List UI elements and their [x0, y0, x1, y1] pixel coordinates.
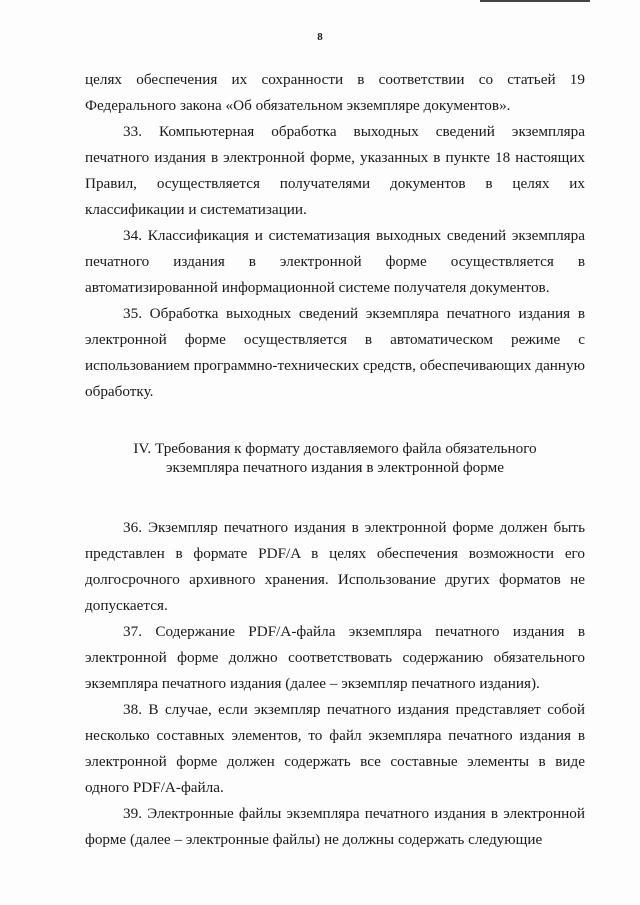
- paragraph-continuation: целях обеспечения их сохранности в соответствии со статьей 19 Федерального закона «Об обязательном экземпляре документов».: [85, 71, 585, 114]
- scan-edge-mark: [480, 0, 590, 2]
- paragraph-35: 35. Обработка выходных сведений экземпляра печатного издания в электронной форме осуществляется в автоматическом режиме с использованием программно-технических средств, обеспечивающих данную обработку.: [85, 305, 585, 400]
- paragraph-38: 38. В случае, если экземпляр печатного издания представляет собой несколько составных элементов, то файл экземпляра печатного издания в электронной форме должен содержать все составные элементы в виде одного PDF/A-файла.: [85, 701, 585, 796]
- paragraph-37: 37. Содержание PDF/A-файла экземпляра печатного издания в электронной форме должно соответствовать содержанию обязательного экземпляра печатного издания (далее – экземпляр печатного издания).: [85, 623, 585, 692]
- paragraph-33: 33. Компьютерная обработка выходных сведений экземпляра печатного издания в электронной форме, указанных в пункте 18 настоящих Правил, осуществляется получателями документов в целях их классификации и систематизации.: [85, 123, 585, 218]
- paragraph-34: 34. Классификация и систематизация выходных сведений экземпляра печатного издания в электронной форме осуществляется в автоматизированной информационной системе получателя документов.: [85, 227, 585, 296]
- section-heading: [85, 439, 585, 477]
- page-number: 8: [317, 31, 323, 43]
- section-heading-line-1: IV. Требования к формату доставляемого файла обязательного: [133, 440, 537, 457]
- section-heading-line-2: экземпляра печатного издания в электронной форме: [166, 459, 504, 476]
- paragraph-36: 36. Экземпляр печатного издания в электронной форме должен быть представлен в формате PDF/A в целях обеспечения возможности его долгосрочного архивного хранения. Использование других форматов не допускается.: [85, 519, 585, 614]
- paragraph-39: 39. Электронные файлы экземпляра печатного издания в электронной форме (далее – электронные файлы) не должны содержать следующие: [85, 805, 585, 848]
- document-body: [85, 67, 585, 853]
